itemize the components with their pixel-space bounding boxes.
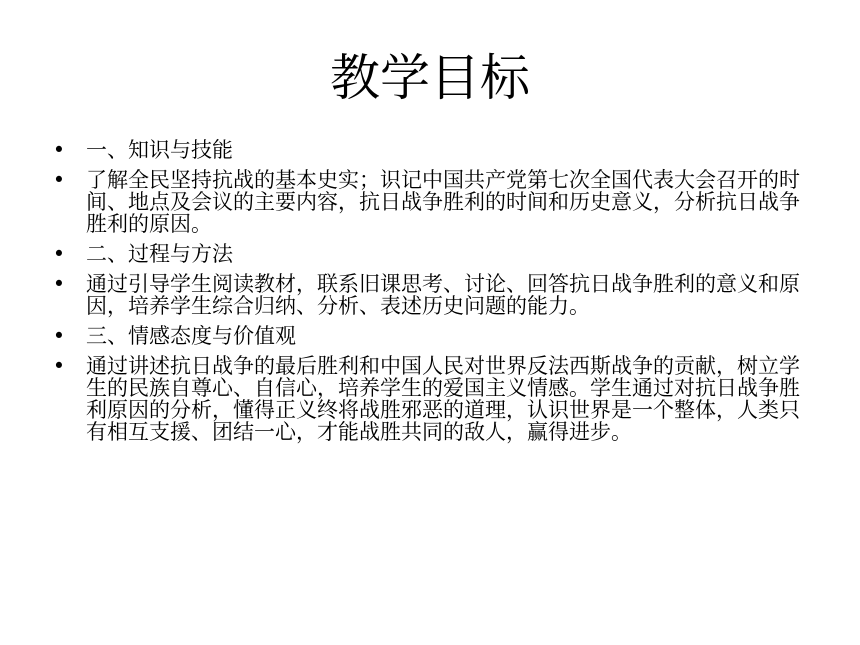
bullet-text: 一、知识与技能 [86,138,233,162]
slide-title: 教学目标 [330,49,530,107]
bullet-item-values-heading [52,325,812,347]
bullet-icon: • [52,138,66,162]
bullet-icon: • [52,324,66,348]
bullet-text: 三、情感态度与价值观 [86,324,296,348]
bullet-item-process-heading [52,243,812,265]
bullet-icon: • [52,354,66,378]
bullet-list [52,139,812,451]
bullet-icon: • [52,242,66,266]
bullet-item-process-content [52,273,812,317]
bullet-text: 通过讲述抗日战争的最后胜利和中国人民对世界反法西斯战争的贡献，树立学生的民族自尊心、自信心，培养学生的爱国主义情感。学生通过对抗日战争胜利原因的分析，懂得正义终将战胜邪恶的道理，认识世界是一个整体，人类只有相互支援、团结一心，才能战胜共同的敌人，赢得进步。 [86,354,800,444]
bullet-icon: • [52,272,66,296]
bullet-text: 通过引导学生阅读教材，联系旧课思考、讨论、回答抗日战争胜利的意义和原因，培养学生综合归纳、分析、表述历史问题的能力。 [86,272,800,318]
bullet-icon: • [52,168,66,192]
bullet-item-knowledge-heading [52,139,812,161]
bullet-item-knowledge-content [52,169,812,235]
bullet-text: 二、过程与方法 [86,242,233,266]
bullet-item-values-content [52,355,812,443]
bullet-text: 了解全民坚持抗战的基本史实；识记中国共产党第七次全国代表大会召开的时间、地点及会议的主要内容，抗日战争胜利的时间和历史意义，分析抗日战争胜利的原因。 [86,168,800,236]
